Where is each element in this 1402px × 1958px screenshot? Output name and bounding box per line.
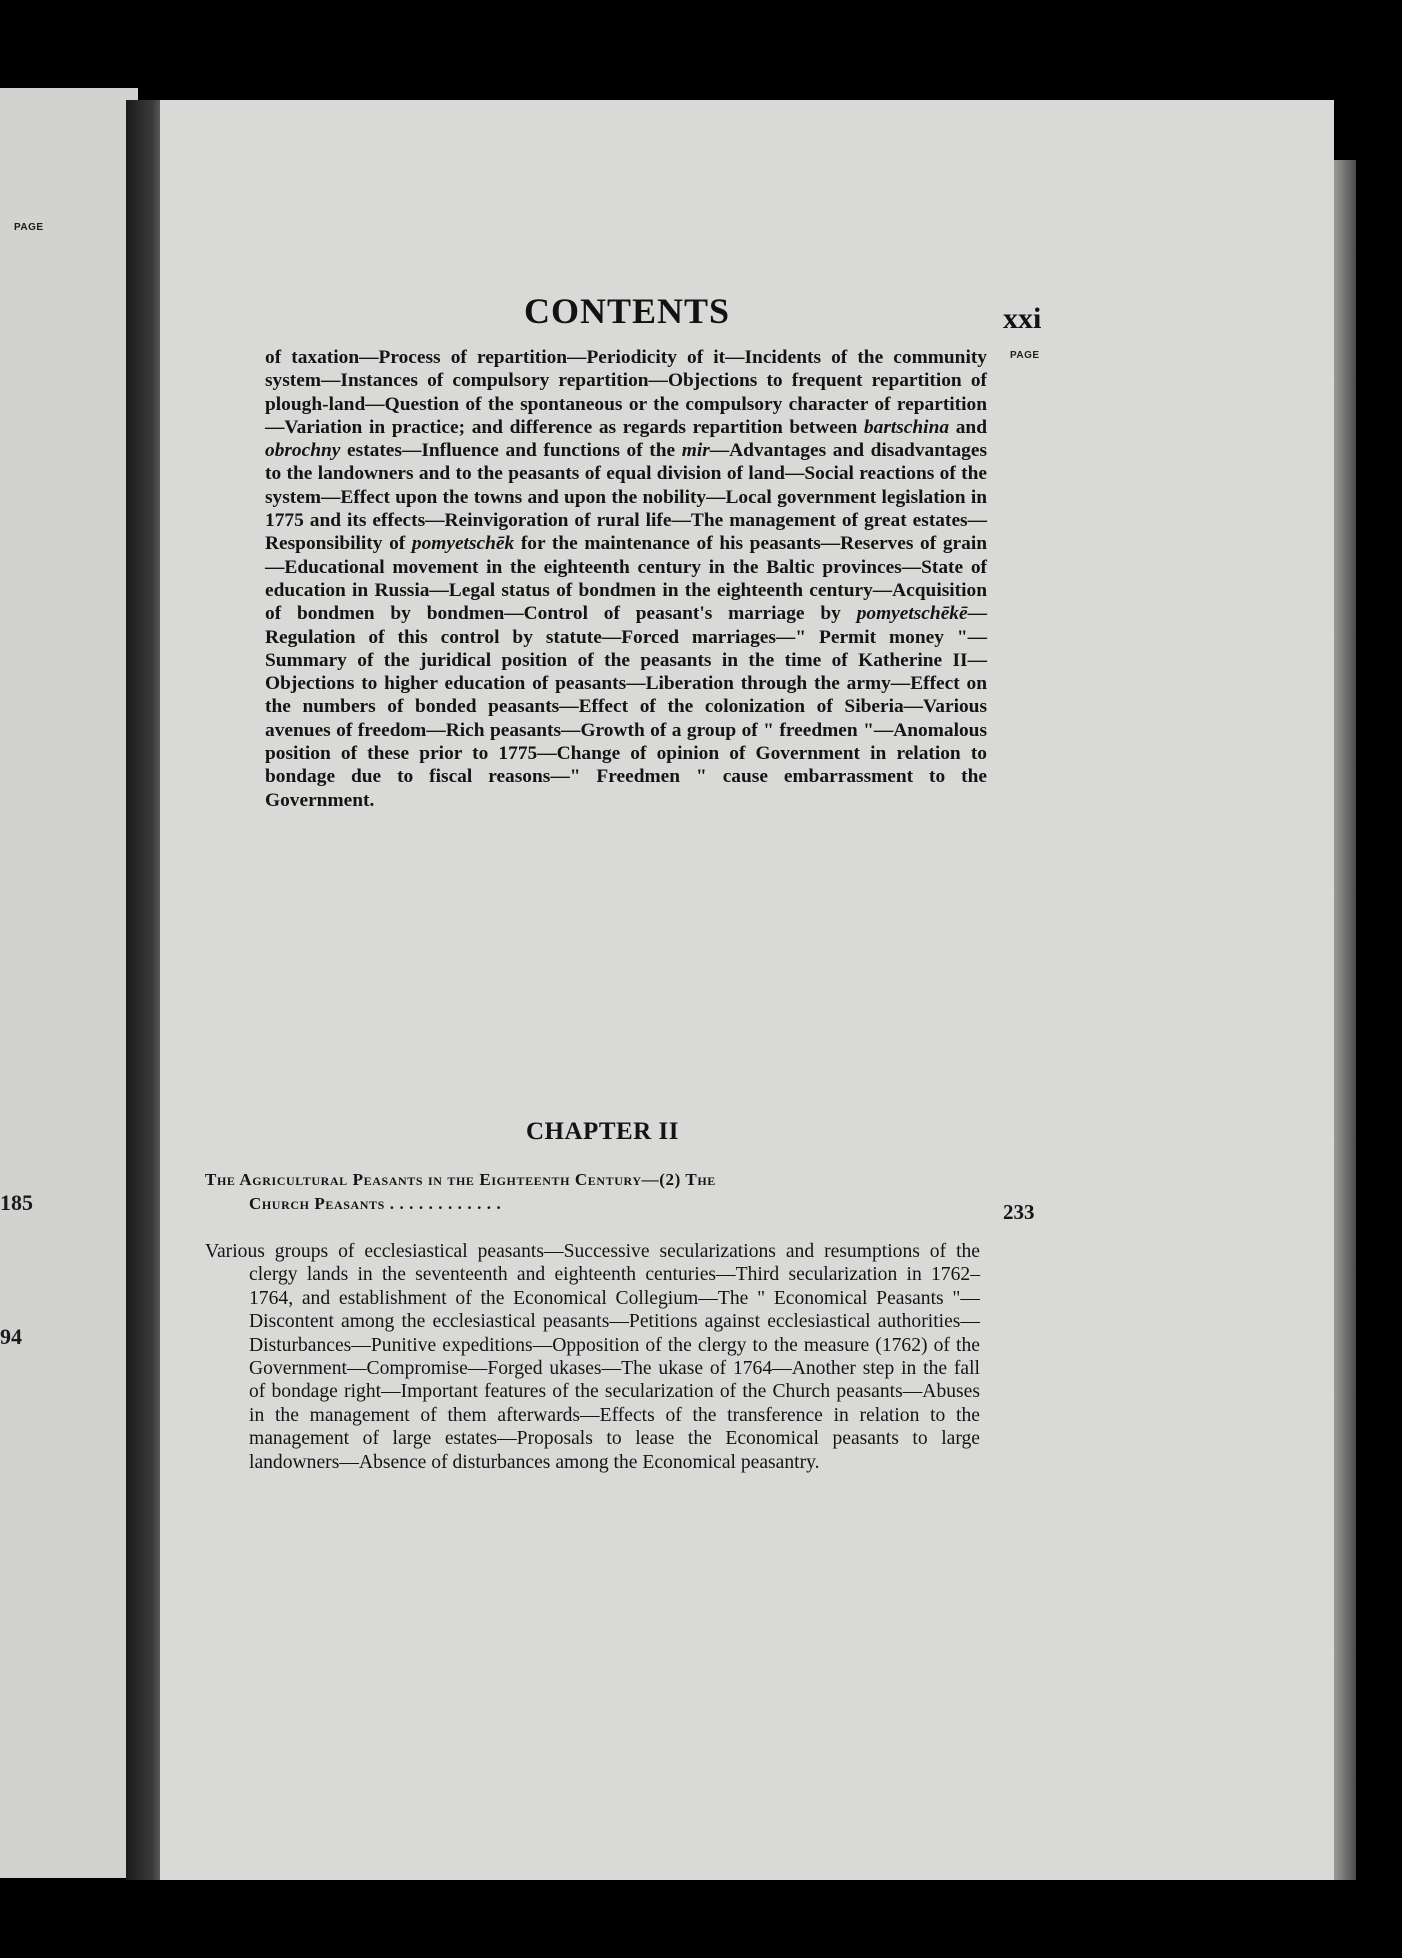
chapter-title-line1: The Agricultural Peasants in the Eighteenth Century—(2) The (205, 1170, 716, 1189)
left-page-number-185: 185 (0, 1190, 33, 1215)
left-page-number-94: 94 (0, 1324, 22, 1349)
left-page (0, 88, 138, 1878)
page-edge (1334, 160, 1356, 1880)
chapter-ii-summary: Various groups of ecclesiastical peasants—Successive secularizations and resumptions of the clergy lands in the seventeenth and eighteenth centuries—Third secularization in 1762–1764, and establishment of the Economical Collegium—The " Economical Peasants "—Discontent among the ecclesiastical peasants—Petitions against ecclesiastical authorities—Disturbances—Punitive expeditions—Opposition of the clergy to the measure (1762) of the Government—Compromise—Forged ukases—The ukase of 1764—Another step in the fall of bondage right—Important features of the secularization of the Church peasants—Abuses in the management of them afterwards—Effects of the transference in relation to the management of large estates—Proposals to lease the Economical peasants to large landowners—Absence of disturbances among the Economical peasantry. (205, 1241, 980, 1473)
chapter-i-summary: of taxation—Process of repartition—Periodicity of it—Incidents of the community system—Instances of compulsory repartition—Objections to frequent repartition of plough-land—Question of the spontaneous or the compulsory character of repartition—Variation in practice; and difference as regards repartition between bartschina and obrochny estates—Influence and functions of the mir—Advantages and disadvantages to the landowners and to the peasants of equal division of land—Social reactions of the system—Effect upon the towns and upon the nobility—Local government legislation in 1775 and its effects—Reinvigoration of rural life—The management of great estates—Responsibility of pomyetschēk for the maintenance of his peasants—Reserves of grain—Educational movement in the eighteenth century in the Baltic provinces—State of education in Russia—Legal status of bondmen in the eighteenth century—Acquisition of bondmen by bondmen—Control of peasant's marriage by pomyetschēkē—Regulation of this control by statute—Forced marriages—" Permit money "—Summary of the juridical position of the peasants in the time of Katherine II—Objections to higher education of peasants—Liberation through the army—Effect on the numbers of bonded peasants—Effect of the colonization of Siberia—Various avenues of freedom—Rich peasants—Growth of a group of " freedmen "—Anomalous position of these prior to 1775—Change of opinion of Government in relation to bondage due to fiscal reasons—" Freedmen " cause embarrassment to the Government. (265, 347, 987, 811)
chapter-title (205, 1168, 995, 1216)
chapter-title-line2: Church Peasants . . . . . . . . . . . . (249, 1194, 502, 1213)
page-column-label: PAGE (1010, 350, 1040, 361)
chapter-page-number: 233 (1003, 1200, 1035, 1224)
chapter-heading: CHAPTER II (526, 1118, 679, 1145)
page-number: xxi (1003, 302, 1042, 335)
left-page-label: PAGE (14, 222, 44, 233)
page-title: CONTENTS (524, 291, 731, 331)
